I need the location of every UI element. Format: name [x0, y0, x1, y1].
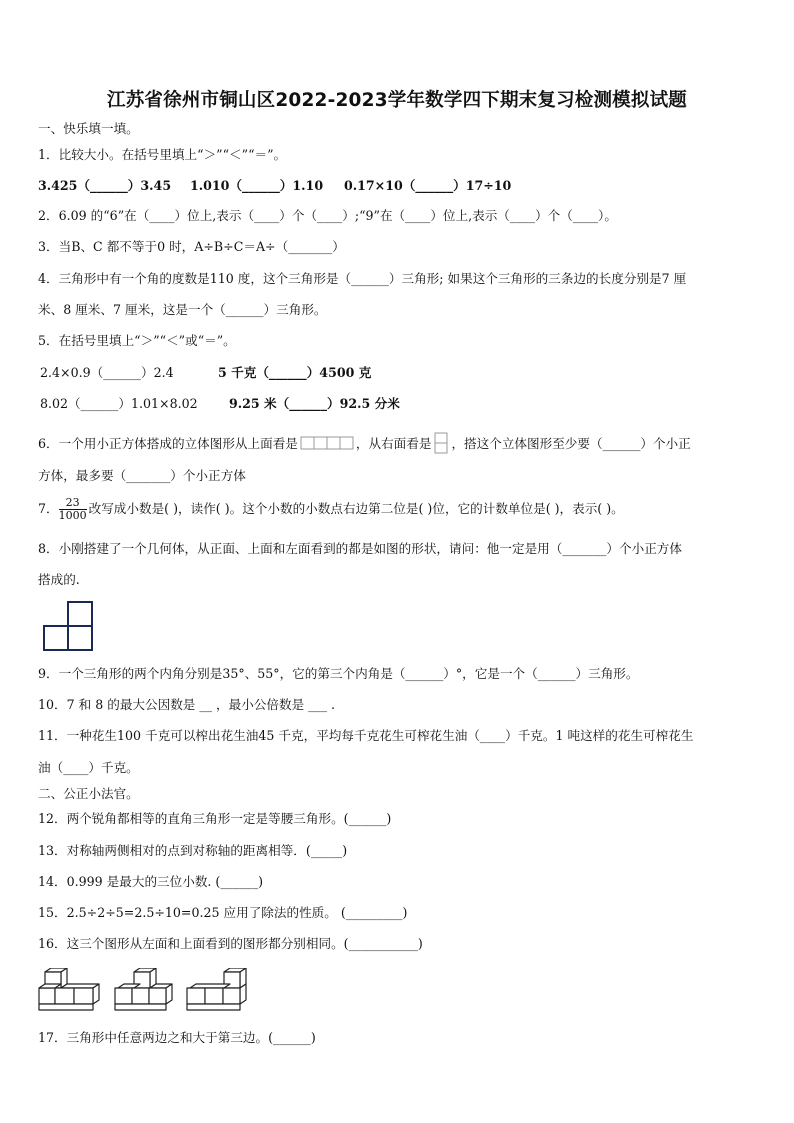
q5-item-3: 8.02（______）1.01×8.02: [40, 396, 198, 411]
q7-number: 7．: [38, 501, 59, 516]
q1-item-3: 0.17×10（______）17÷10: [344, 178, 512, 193]
question-14: 14．0.999 是最大的三位小数. (______): [38, 874, 264, 889]
q16-cube-figures: [36, 968, 250, 1014]
question-7: [38, 497, 624, 522]
q6-part-c: ，搭这个立体图形至少要（______）个小正: [451, 436, 691, 451]
question-8-line-1: 8．小刚搭建了一个几何体，从正面、上面和左面看到的都是如图的形状，请问：他一定是用（_______）个小正方体: [38, 541, 682, 556]
question-6-line-1: [38, 432, 691, 454]
question-1: 1．比较大小。在括号里填上“＞”“＜”“＝”。: [38, 147, 287, 162]
question-4-line-1: 4．三角形中有一个角的度数是110 度，这个三角形是（______）三角形; 如果这个三角形的三条边的长度分别是7 厘: [38, 271, 687, 286]
question-15: 15．2.5÷2÷5=2.5÷10=0.25 应用了除法的性质。 (_________): [38, 905, 408, 920]
question-4-line-2: 米、8 厘米、7 厘米，这是一个（______）三角形。: [38, 302, 327, 317]
question-9: 9．一个三角形的两个内角分别是35°、55°，它的第三个内角是（______）°，它是一个（______）三角形。: [38, 666, 639, 681]
question-12: 12．两个锐角都相等的直角三角形一定是等腰三角形。(______): [38, 811, 392, 826]
q6-part-a: 6．一个用小正方体搭成的立体图形从上面看是: [38, 436, 298, 451]
question-17: 17．三角形中任意两边之和大于第三边。(______): [38, 1030, 316, 1045]
q7-fraction: [59, 497, 87, 522]
q6-part-b: ，从右面看是: [355, 436, 432, 451]
question-11-line-2: 油（____）千克。: [38, 760, 139, 775]
right-view-figure: [433, 432, 449, 454]
q7-numerator: 23: [59, 497, 87, 510]
q7-denominator: 1000: [58, 509, 87, 522]
q8-view-figure: [42, 601, 94, 651]
q5-item-2: 5 千克（______）4500 克: [218, 365, 372, 380]
question-8-line-2: 搭成的.: [38, 572, 80, 587]
q1-item-2: 1.010（______）1.10: [190, 178, 324, 193]
question-11-line-1: 11．一种花生100 千克可以榨出花生油45 千克，平均每千克花生可榨花生油（____）千克。1 吨这样的花生可榨花生: [38, 728, 694, 743]
question-13: 13．对称轴两侧相对的点到对称轴的距离相等．(_____): [38, 843, 348, 858]
page-title: 江苏省徐州市铜山区2022-2023学年数学四下期末复习检测模拟试题: [107, 90, 687, 111]
question-2: 2．6.09 的“6”在（____）位上,表示（____）个（____）;“9”在（____）位上,表示（____）个（____）。: [38, 208, 617, 223]
section-1-heading: 一、快乐填一填。: [38, 121, 139, 136]
cube-figure-2: [115, 968, 172, 1010]
question-16: 16．这三个图形从左面和上面看到的图形都分别相同。(___________): [38, 936, 423, 951]
q1-item-1: 3.425（______）3.45: [38, 178, 172, 193]
question-3: 3．当B、C 都不等于0 时，A÷B÷C＝A÷（_______）: [38, 239, 345, 254]
question-10: 10．7 和 8 的最大公因数是 __ ，最小公倍数是 ___ .: [38, 697, 336, 712]
cube-figure-3: [187, 968, 246, 1010]
cube-figure-1: [39, 968, 99, 1010]
question-6-line-2: 方体，最多要（_______）个小正方体: [38, 468, 246, 483]
q5-item-4: 9.25 米（______）92.5 分米: [229, 396, 400, 411]
section-2-heading: 二、公正小法官。: [38, 786, 139, 801]
top-view-figure: [300, 436, 354, 450]
q7-text: 改写成小数是( )，读作( )。这个小数的小数点右边第二位是( )位，它的计数单位是( )，表示( )。: [88, 501, 624, 516]
question-5: 5．在括号里填上“＞”“＜”或“＝”。: [38, 333, 236, 348]
q5-item-1: 2.4×0.9（______）2.4: [40, 365, 174, 380]
